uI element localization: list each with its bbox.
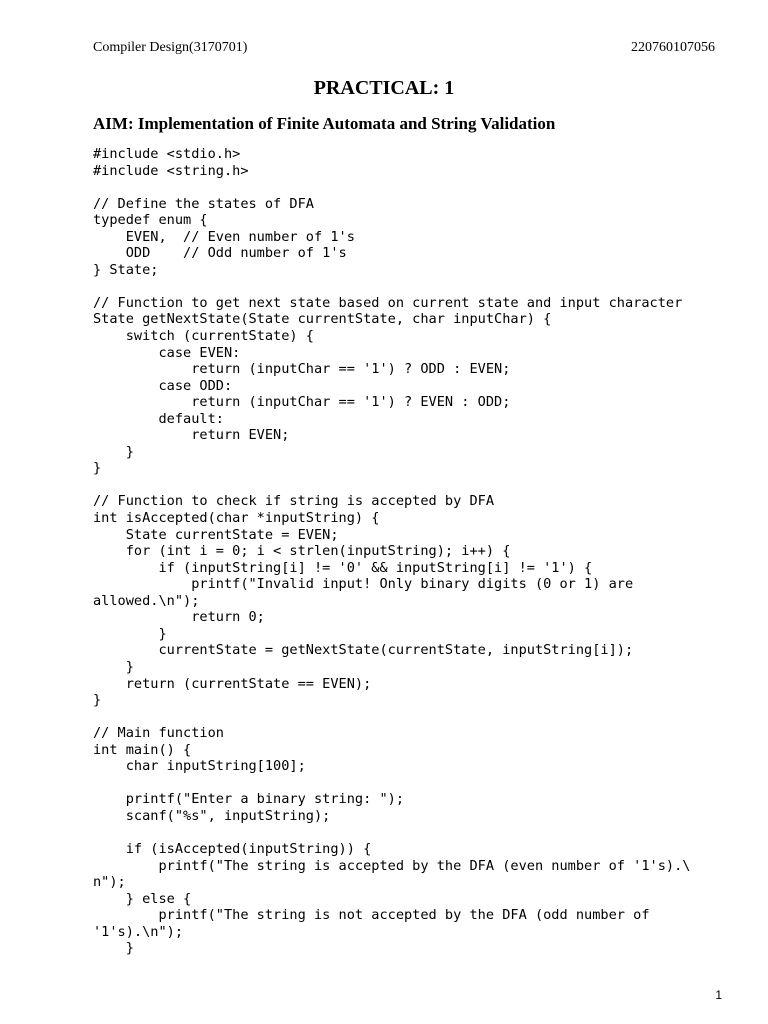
code-block bbox=[93, 146, 733, 957]
code-line: } bbox=[93, 692, 102, 709]
code-line: int isAccepted(char *inputString) { bbox=[93, 510, 380, 527]
page-number: 1 bbox=[715, 988, 722, 1002]
code-line: // Main function bbox=[93, 725, 224, 742]
header-enrollment: 220760107056 bbox=[631, 40, 715, 55]
code-line: // Define the states of DFA bbox=[93, 195, 314, 212]
code-line: State getNextState(State currentState, char inputChar) { bbox=[93, 311, 552, 328]
code-line: char inputString[100]; bbox=[93, 758, 306, 775]
code-line bbox=[93, 709, 733, 726]
code-line: int main() { bbox=[93, 741, 192, 758]
code-line: #include <stdio.h> bbox=[93, 146, 241, 162]
code-line: typedef enum { bbox=[93, 212, 208, 229]
code-line: switch (currentState) { bbox=[93, 328, 314, 345]
code-line: '1's).\n"); bbox=[93, 923, 184, 940]
header-course: Compiler Design(3170701) bbox=[93, 40, 248, 55]
code-line: case ODD: bbox=[93, 377, 233, 394]
code-line: allowed.\n"); bbox=[93, 592, 200, 609]
aim-heading: AIM: Implementation of Finite Automata and String Validation bbox=[93, 114, 556, 133]
code-line: EVEN, // Even number of 1's bbox=[93, 228, 355, 245]
code-line: // Function to check if string is accepted by DFA bbox=[93, 493, 495, 510]
code-line: default: bbox=[93, 410, 224, 427]
code-line: for (int i = 0; i < strlen(inputString); i++) { bbox=[93, 543, 511, 560]
code-line: } bbox=[93, 443, 134, 460]
code-line: } bbox=[93, 940, 134, 957]
code-line: case EVEN: bbox=[93, 344, 241, 361]
code-line: printf("The string is not accepted by the DFA (odd number of bbox=[93, 907, 650, 924]
code-line: ODD // Odd number of 1's bbox=[93, 245, 347, 262]
code-line: return EVEN; bbox=[93, 427, 290, 444]
code-line: return (inputChar == '1') ? ODD : EVEN; bbox=[93, 361, 511, 378]
page-title: PRACTICAL: 1 bbox=[313, 77, 455, 99]
code-line bbox=[93, 278, 733, 295]
code-line: } bbox=[93, 658, 134, 675]
code-line: } else { bbox=[93, 890, 192, 907]
code-line: if (inputString[i] != '0' && inputString[i] != '1') { bbox=[93, 559, 593, 576]
code-line bbox=[93, 477, 733, 494]
code-line bbox=[93, 775, 733, 792]
code-line: printf("Enter a binary string: "); bbox=[93, 791, 404, 808]
code-line: #include <string.h> bbox=[93, 162, 249, 179]
code-line: currentState = getNextState(currentState, inputString[i]); bbox=[93, 642, 634, 659]
code-line: } bbox=[93, 625, 167, 642]
code-line: return 0; bbox=[93, 609, 265, 626]
code-line: } State; bbox=[93, 261, 159, 278]
code-line: return (currentState == EVEN); bbox=[93, 675, 372, 692]
code-line: State currentState = EVEN; bbox=[93, 526, 339, 543]
code-line: printf("The string is accepted by the DFA (even number of '1's).\ bbox=[93, 857, 691, 874]
code-line: n"); bbox=[93, 874, 126, 891]
code-line: printf("Invalid input! Only binary digits (0 or 1) are bbox=[93, 576, 634, 593]
code-line bbox=[93, 824, 733, 841]
code-line: if (isAccepted(inputString)) { bbox=[93, 840, 372, 857]
code-line: scanf("%s", inputString); bbox=[93, 807, 331, 824]
code-line: return (inputChar == '1') ? EVEN : ODD; bbox=[93, 394, 511, 411]
code-line: } bbox=[93, 460, 102, 477]
code-line: // Function to get next state based on current state and input character bbox=[93, 294, 683, 311]
code-line bbox=[93, 179, 733, 196]
